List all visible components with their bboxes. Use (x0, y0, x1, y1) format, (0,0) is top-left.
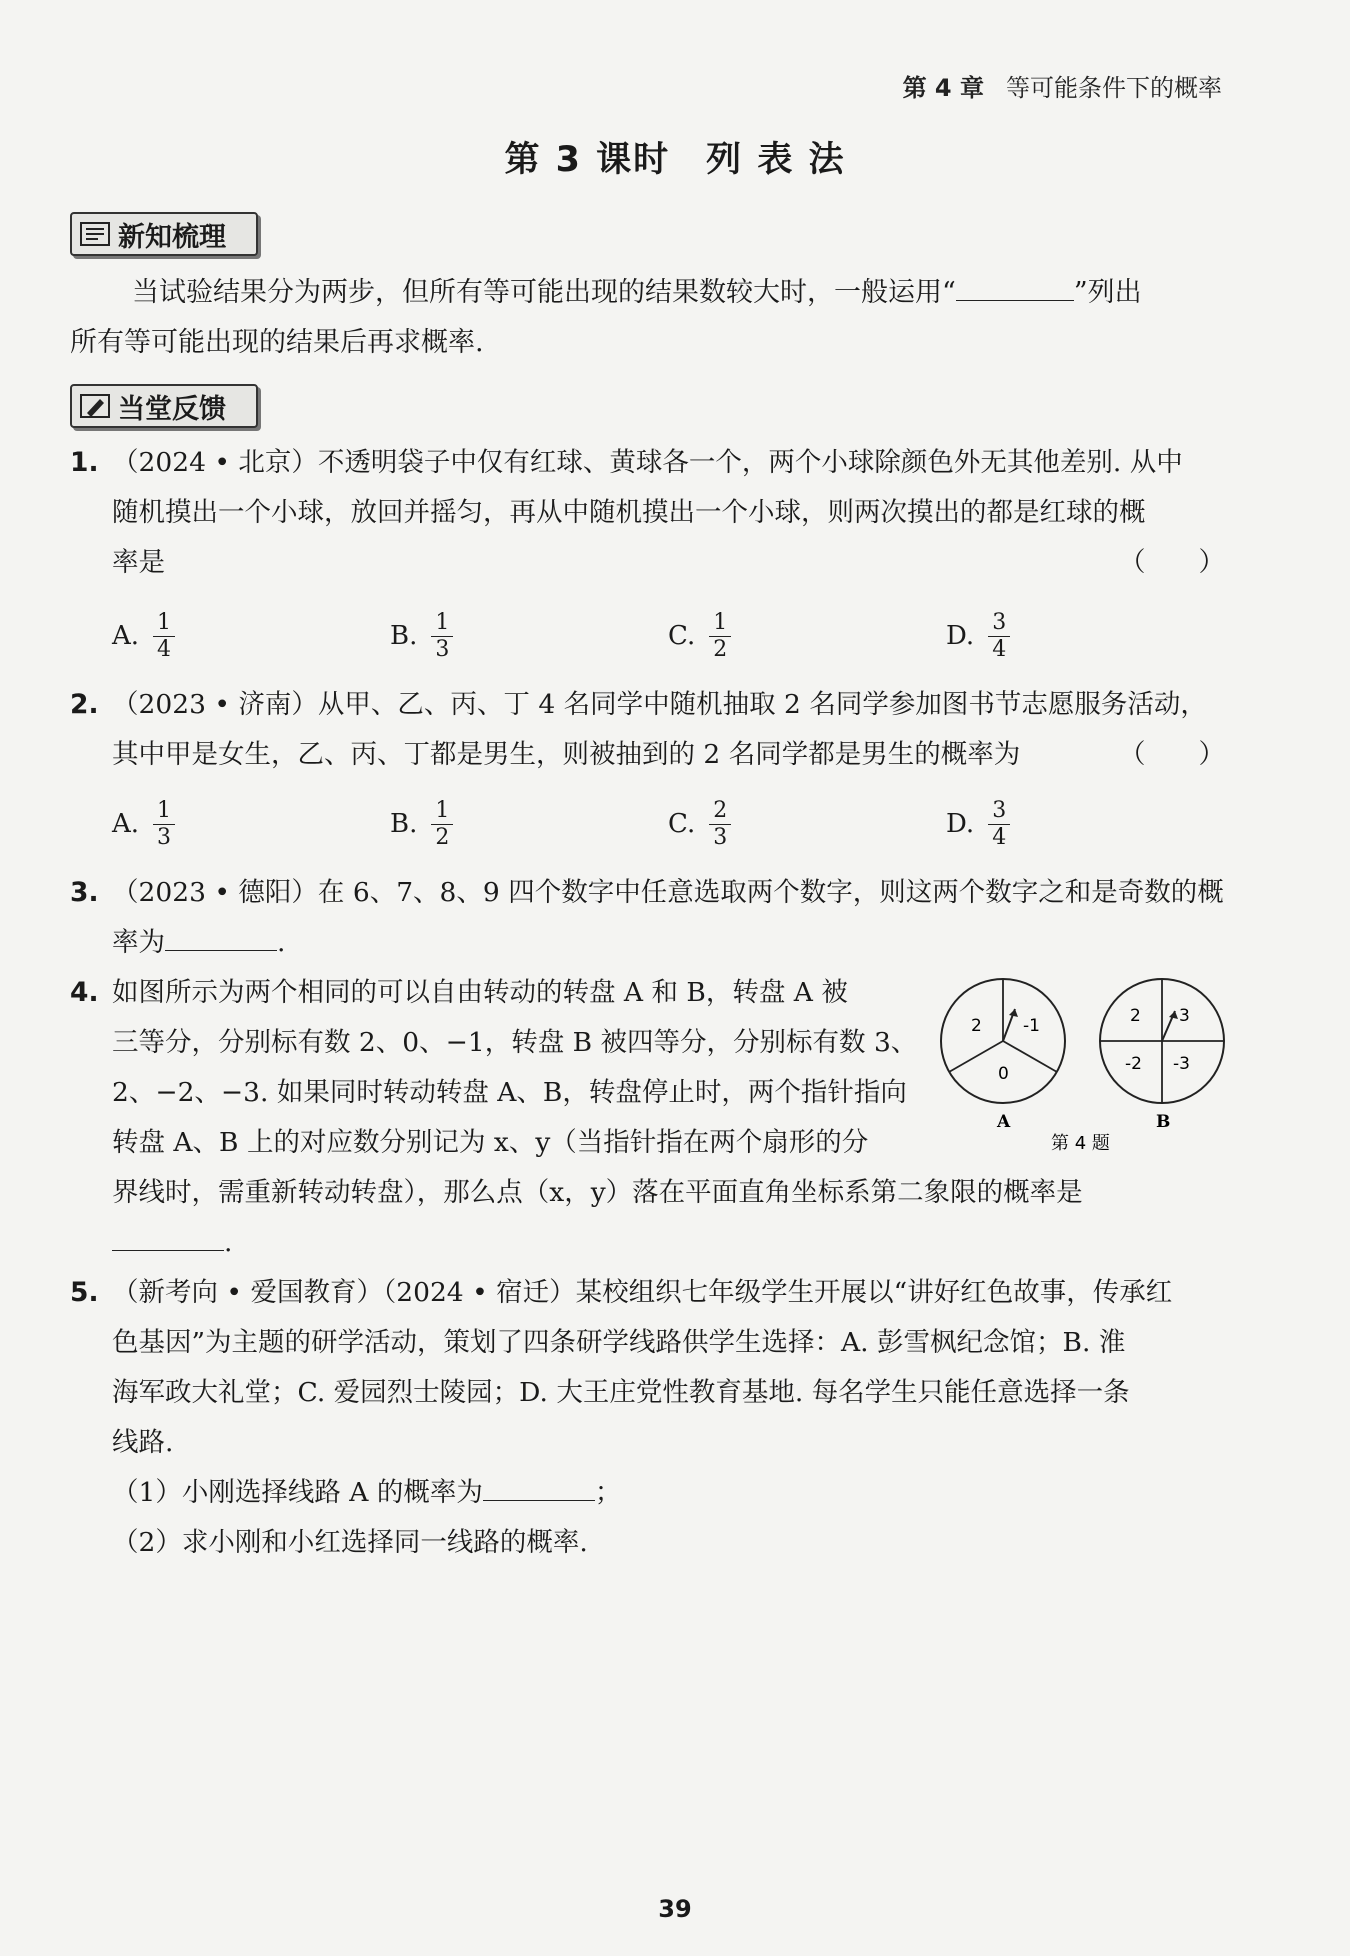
option-b[interactable]: B. $\frac{1}{2}$ (390, 792, 453, 856)
answer-blank[interactable] (483, 1470, 595, 1501)
knowledge-paragraph (70, 268, 1225, 368)
question-text: 随机摸出一个小球，放回并摇匀，再从中随机摸出一个小球，则两次摸出的都是红球的概 (112, 497, 1146, 528)
pencil-icon (80, 393, 110, 419)
spinner-label: A (997, 1112, 1011, 1132)
fraction: $\frac{1}{2}$ (431, 798, 453, 851)
question-text: 其中甲是女生，乙、丙、丁都是男生，则被抽到的 2 名同学都是男生的概率为 (112, 739, 1021, 770)
sector-value: 2 (971, 1016, 982, 1036)
punctuation: . (277, 927, 286, 958)
question-text: 率是 (112, 547, 165, 578)
question-text: （2023 • 济南）从甲、乙、丙、丁 4 名同学中随机抽取 2 名同学参加图书节志愿服务活动， (112, 689, 1207, 720)
spinner-label: B (1156, 1112, 1171, 1132)
option-c[interactable]: C. $\frac{1}{2}$ (668, 604, 731, 668)
fraction: $\frac{3}{4}$ (988, 610, 1010, 663)
chapter-title: 等可能条件下的概率 (1006, 74, 1222, 102)
question-text: 线路. (112, 1427, 174, 1458)
knowledge-text-b: ”列出 (1073, 277, 1142, 308)
sector-value: 2 (1130, 1006, 1141, 1026)
section-tag-feedback (70, 384, 258, 428)
question-text: （2024 • 北京）不透明袋子中仅有红球、黄球各一个，两个小球除颜色外无其他差别. 从中 (112, 447, 1183, 478)
section-tag-label: 当堂反馈 (118, 393, 226, 425)
fraction: $\frac{2}{3}$ (709, 798, 731, 851)
question-number: 3. (70, 877, 99, 908)
punctuation: . (224, 1227, 233, 1258)
punctuation: ； (594, 1477, 622, 1508)
question-3 (70, 868, 1225, 968)
question-text: （2023 • 德阳）在 6、7、8、9 四个数字中任意选取两个数字，则这两个数字之和是奇数的概 (112, 877, 1224, 908)
question-text: 界线时，需重新转动转盘），那么点（x，y）落在平面直角坐标系第二象限的概率是 (112, 1177, 1083, 1208)
question-2 (70, 680, 1225, 780)
answer-parentheses[interactable]: （ ） (1119, 739, 1225, 770)
book-icon (80, 221, 110, 247)
question-text: 2、−2、−3. 如果同时转动转盘 A、B，转盘停止时，两个指针指向 (112, 1077, 907, 1108)
section-tag-new-knowledge (70, 212, 258, 256)
option-a[interactable]: A. $\frac{1}{3}$ (112, 792, 175, 856)
chapter-header (903, 68, 1222, 103)
fraction: $\frac{3}{4}$ (988, 798, 1010, 851)
answer-blank[interactable] (165, 920, 277, 951)
question-text: 率为 (112, 927, 165, 958)
question-1 (70, 438, 1225, 588)
question-text: 转盘 A、B 上的对应数分别记为 x、y（当指针指在两个扇形的分 (112, 1127, 869, 1158)
fraction: $\frac{1}{3}$ (431, 610, 453, 663)
lesson-title (0, 132, 1350, 182)
sector-value: -2 (1125, 1054, 1142, 1074)
option-c[interactable]: C. $\frac{2}{3}$ (668, 792, 731, 856)
question-text: （新考向 • 爱国教育）（2024 • 宿迁）某校组织七年级学生开展以“讲好红色故事，传承红 (112, 1277, 1173, 1308)
knowledge-text-a: 当试验结果分为两步，但所有等可能出现的结果数较大时，一般运用“ (132, 277, 956, 308)
fraction: $\frac{1}{2}$ (709, 610, 731, 663)
answer-blank[interactable] (112, 1220, 224, 1251)
page-number: 39 (658, 1895, 692, 1923)
section-tag-label: 新知梳理 (118, 221, 226, 253)
sector-value: 0 (998, 1064, 1009, 1084)
sector-value: -1 (1023, 1016, 1040, 1036)
fraction: $\frac{1}{4}$ (153, 610, 175, 663)
question-number: 2. (70, 689, 99, 720)
q1-options (112, 604, 1212, 668)
answer-blank[interactable] (956, 270, 1074, 301)
lesson-name: 列 表 法 (706, 140, 846, 180)
question-text: 海军政大礼堂；C. 爱园烈士陵园；D. 大王庄党性教育基地. 每名学生只能任意选择一条 (112, 1377, 1130, 1408)
sub-question: （2）求小刚和小红选择同一线路的概率. (112, 1527, 588, 1558)
question-text: 如图所示为两个相同的可以自由转动的转盘 A 和 B，转盘 A 被 (112, 977, 848, 1008)
sector-value: -3 (1173, 1054, 1190, 1074)
question-number: 1. (70, 447, 99, 478)
knowledge-text-c: 所有等可能出现的结果后再求概率. (70, 327, 484, 358)
question-5 (70, 1268, 1225, 1568)
q2-options (112, 792, 1212, 856)
option-b[interactable]: B. $\frac{1}{3}$ (390, 604, 453, 668)
question-text: 色基因”为主题的研学活动，策划了四条研学线路供学生选择：A. 彭雪枫纪念馆；B. 淮 (112, 1327, 1126, 1358)
sub-question: （1）小刚选择线路 A 的概率为 (112, 1477, 483, 1508)
spinner-b (1100, 979, 1224, 1132)
spinner-figure (935, 975, 1235, 1175)
question-number: 5. (70, 1277, 99, 1308)
sector-value: 3 (1179, 1006, 1190, 1026)
spinner-a (941, 979, 1065, 1132)
fraction: $\frac{1}{3}$ (153, 798, 175, 851)
lesson-number: 第 3 课时 (504, 140, 671, 180)
answer-parentheses[interactable]: （ ） (1119, 547, 1225, 578)
option-d[interactable]: D. $\frac{3}{4}$ (946, 792, 1010, 856)
question-number: 4. (70, 977, 99, 1008)
option-d[interactable]: D. $\frac{3}{4}$ (946, 604, 1010, 668)
chapter-number: 第 4 章 (902, 74, 984, 102)
option-a[interactable]: A. $\frac{1}{4}$ (112, 604, 175, 668)
question-text: 三等分，分别标有数 2、0、−1，转盘 B 被四等分，分别标有数 3、 (112, 1027, 918, 1058)
figure-caption: 第 4 题 (1051, 1133, 1110, 1154)
